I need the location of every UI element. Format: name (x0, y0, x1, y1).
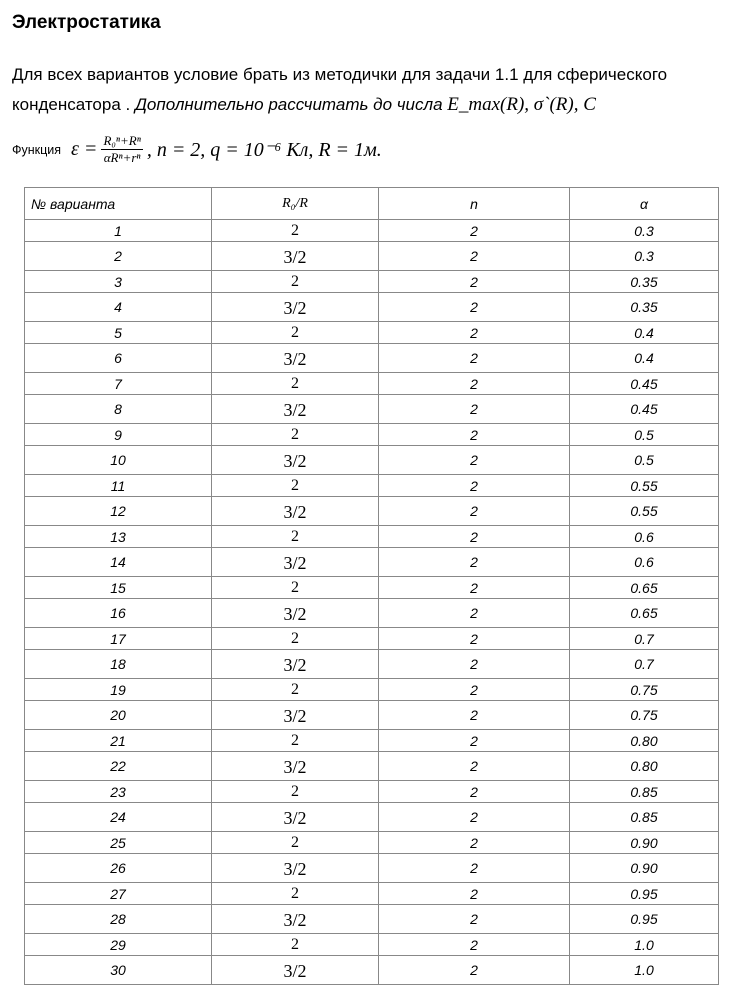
r0-ratio-cell (212, 599, 379, 628)
n-cell: 2 (379, 956, 570, 985)
r0-ratio-cell (212, 883, 379, 905)
variant-cell: 17 (25, 628, 212, 650)
n-cell: 2 (379, 322, 570, 344)
alpha-cell: 0.55 (570, 475, 719, 497)
r0-ratio-cell (212, 854, 379, 883)
variant-cell: 18 (25, 650, 212, 679)
fraction-value: 3/2 (283, 297, 307, 318)
variant-cell: 26 (25, 854, 212, 883)
table-row (25, 242, 719, 271)
n-cell: 2 (379, 934, 570, 956)
formula-label: Функция (12, 142, 62, 157)
table-row (25, 395, 719, 424)
fraction-value: 3/2 (283, 399, 307, 420)
table-row (25, 446, 719, 475)
n-cell: 2 (379, 905, 570, 934)
description-italic: Дополнительно рассчитать до числа (134, 95, 448, 114)
alpha-cell: 0.7 (570, 628, 719, 650)
r0-ratio-cell (212, 752, 379, 781)
alpha-cell: 0.65 (570, 599, 719, 628)
table-row (25, 701, 719, 730)
formula-lhs: ε = (71, 138, 98, 160)
n-cell: 2 (379, 628, 570, 650)
variant-cell: 19 (25, 679, 212, 701)
description-line-1: Для всех вариантов условие брать из методички для задачи 1.1 для сферического (12, 65, 668, 84)
description-math: E_max(R), σ`(R), C (447, 94, 596, 115)
r0-ratio-cell (212, 956, 379, 985)
r0-ratio-cell (212, 679, 379, 701)
header-alpha: α (570, 188, 719, 220)
alpha-cell: 0.90 (570, 832, 719, 854)
table-row (25, 293, 719, 322)
table-row (25, 650, 719, 679)
alpha-cell: 1.0 (570, 956, 719, 985)
r0-ratio-cell (212, 781, 379, 803)
page-title: Электростатика (12, 12, 161, 33)
table-row (25, 883, 719, 905)
header-variant: № варианта (25, 188, 212, 220)
table-row (25, 475, 719, 497)
ratio-value: 2 (291, 374, 299, 392)
fraction-value: 3/2 (283, 960, 307, 981)
table-row (25, 832, 719, 854)
r0-ratio-cell (212, 650, 379, 679)
alpha-cell: 0.65 (570, 577, 719, 599)
n-cell: 2 (379, 220, 570, 242)
table-row (25, 577, 719, 599)
fraction-value: 3/2 (283, 654, 307, 675)
variant-cell: 20 (25, 701, 212, 730)
variant-cell: 5 (25, 322, 212, 344)
formula-denominator: αRⁿ+rⁿ (103, 150, 141, 165)
ratio-value: 2 (291, 425, 299, 443)
table-row (25, 934, 719, 956)
table-row (25, 956, 719, 985)
table-row (25, 220, 719, 242)
table-row (25, 344, 719, 373)
alpha-cell: 0.6 (570, 548, 719, 577)
r0-ratio-cell (212, 905, 379, 934)
ratio-value: 2 (291, 476, 299, 494)
table-row (25, 271, 719, 293)
r0-ratio-cell (212, 220, 379, 242)
fraction-value: 3/2 (283, 450, 307, 471)
r0-ratio-cell (212, 271, 379, 293)
table-row (25, 548, 719, 577)
r0-ratio-cell (212, 832, 379, 854)
table-row (25, 679, 719, 701)
ratio-value: 2 (291, 629, 299, 647)
fraction-value: 3/2 (283, 603, 307, 624)
n-cell: 2 (379, 730, 570, 752)
alpha-cell: 0.35 (570, 293, 719, 322)
alpha-cell: 0.5 (570, 446, 719, 475)
variants-table (24, 187, 719, 985)
fraction-value: 3/2 (283, 705, 307, 726)
r0-ratio-cell (212, 526, 379, 548)
n-cell: 2 (379, 679, 570, 701)
ratio-value: 2 (291, 935, 299, 953)
table-row (25, 803, 719, 832)
n-cell: 2 (379, 803, 570, 832)
header-n: n (379, 188, 570, 220)
ratio-value: 2 (291, 680, 299, 698)
n-cell: 2 (379, 424, 570, 446)
n-cell: 2 (379, 526, 570, 548)
variant-cell: 12 (25, 497, 212, 526)
r0-ratio-cell (212, 730, 379, 752)
alpha-cell: 0.95 (570, 905, 719, 934)
variant-cell: 28 (25, 905, 212, 934)
n-cell: 2 (379, 832, 570, 854)
n-cell: 2 (379, 701, 570, 730)
variant-cell: 30 (25, 956, 212, 985)
alpha-cell: 0.85 (570, 803, 719, 832)
r0-ratio-cell (212, 497, 379, 526)
formula-params: , n = 2, q = 10⁻⁶ Кл, R = 1м. (146, 139, 382, 161)
table-row (25, 322, 719, 344)
variant-cell: 8 (25, 395, 212, 424)
alpha-cell: 0.35 (570, 271, 719, 293)
r0-ratio-cell (212, 628, 379, 650)
r0-ratio-cell (212, 446, 379, 475)
r0-ratio-cell (212, 424, 379, 446)
table-row (25, 854, 719, 883)
fraction-value: 3/2 (283, 807, 307, 828)
variant-cell: 16 (25, 599, 212, 628)
variant-cell: 10 (25, 446, 212, 475)
variant-cell: 22 (25, 752, 212, 781)
formula-numerator: R₀ⁿ+Rⁿ (103, 133, 141, 148)
n-cell: 2 (379, 373, 570, 395)
n-cell: 2 (379, 883, 570, 905)
table-row (25, 752, 719, 781)
ratio-value: 2 (291, 221, 299, 239)
variant-cell: 15 (25, 577, 212, 599)
table-row (25, 526, 719, 548)
alpha-cell: 0.85 (570, 781, 719, 803)
n-cell: 2 (379, 752, 570, 781)
variant-cell: 4 (25, 293, 212, 322)
fraction-value: 3/2 (283, 552, 307, 573)
variant-cell: 6 (25, 344, 212, 373)
alpha-cell: 0.90 (570, 854, 719, 883)
n-cell: 2 (379, 599, 570, 628)
variant-cell: 21 (25, 730, 212, 752)
alpha-cell: 0.4 (570, 344, 719, 373)
fraction-value: 3/2 (283, 909, 307, 930)
alpha-cell: 1.0 (570, 934, 719, 956)
fraction-value: 3/2 (283, 246, 307, 267)
n-cell: 2 (379, 242, 570, 271)
ratio-value: 2 (291, 578, 299, 596)
alpha-cell: 0.80 (570, 730, 719, 752)
n-cell: 2 (379, 497, 570, 526)
alpha-cell: 0.45 (570, 395, 719, 424)
variant-cell: 3 (25, 271, 212, 293)
table-row (25, 628, 719, 650)
ratio-value: 2 (291, 527, 299, 545)
n-cell: 2 (379, 475, 570, 497)
table-row (25, 599, 719, 628)
ratio-value: 2 (291, 731, 299, 749)
variant-cell: 7 (25, 373, 212, 395)
variant-cell: 2 (25, 242, 212, 271)
r0-ratio-cell (212, 293, 379, 322)
variant-cell: 1 (25, 220, 212, 242)
alpha-cell: 0.5 (570, 424, 719, 446)
table-row (25, 424, 719, 446)
alpha-cell: 0.55 (570, 497, 719, 526)
alpha-cell: 0.6 (570, 526, 719, 548)
variant-cell: 24 (25, 803, 212, 832)
ratio-value: 2 (291, 884, 299, 902)
alpha-cell: 0.7 (570, 650, 719, 679)
n-cell: 2 (379, 854, 570, 883)
description-plain: конденсатора . (12, 95, 135, 114)
table-row (25, 905, 719, 934)
fraction-value: 3/2 (283, 756, 307, 777)
formula-fraction (101, 133, 142, 166)
n-cell: 2 (379, 395, 570, 424)
alpha-cell: 0.75 (570, 679, 719, 701)
ratio-value: 2 (291, 272, 299, 290)
fraction-value: 3/2 (283, 858, 307, 879)
r0-ratio-cell (212, 577, 379, 599)
variant-cell: 13 (25, 526, 212, 548)
variant-cell: 27 (25, 883, 212, 905)
variant-cell: 25 (25, 832, 212, 854)
n-cell: 2 (379, 781, 570, 803)
r0-ratio-cell (212, 395, 379, 424)
table-row (25, 497, 719, 526)
n-cell: 2 (379, 271, 570, 293)
variant-cell: 23 (25, 781, 212, 803)
formula (12, 133, 382, 166)
variant-cell: 14 (25, 548, 212, 577)
table-header-row (25, 188, 719, 220)
ratio-value: 2 (291, 782, 299, 800)
variant-cell: 9 (25, 424, 212, 446)
variant-cell: 29 (25, 934, 212, 956)
ratio-value: 2 (291, 833, 299, 851)
n-cell: 2 (379, 650, 570, 679)
ratio-value: 2 (291, 323, 299, 341)
alpha-cell: 0.3 (570, 220, 719, 242)
alpha-cell: 0.75 (570, 701, 719, 730)
r0-ratio-cell (212, 344, 379, 373)
alpha-cell: 0.4 (570, 322, 719, 344)
r0-ratio-cell (212, 322, 379, 344)
r0-ratio-cell (212, 373, 379, 395)
n-cell: 2 (379, 446, 570, 475)
table-row (25, 373, 719, 395)
description-line-2 (12, 90, 747, 120)
r0-ratio-cell (212, 548, 379, 577)
n-cell: 2 (379, 293, 570, 322)
n-cell: 2 (379, 344, 570, 373)
fraction-value: 3/2 (283, 348, 307, 369)
n-cell: 2 (379, 577, 570, 599)
r0-ratio-cell (212, 475, 379, 497)
r0-ratio-cell (212, 803, 379, 832)
alpha-cell: 0.45 (570, 373, 719, 395)
alpha-cell: 0.95 (570, 883, 719, 905)
header-r0-ratio: R₀/R (212, 188, 379, 220)
task-description (12, 60, 747, 120)
variant-cell: 11 (25, 475, 212, 497)
r0-ratio-cell (212, 701, 379, 730)
r0-ratio-cell (212, 242, 379, 271)
fraction-value: 3/2 (283, 501, 307, 522)
table-row (25, 781, 719, 803)
alpha-cell: 0.3 (570, 242, 719, 271)
r0-ratio-cell (212, 934, 379, 956)
table-row (25, 730, 719, 752)
n-cell: 2 (379, 548, 570, 577)
alpha-cell: 0.80 (570, 752, 719, 781)
